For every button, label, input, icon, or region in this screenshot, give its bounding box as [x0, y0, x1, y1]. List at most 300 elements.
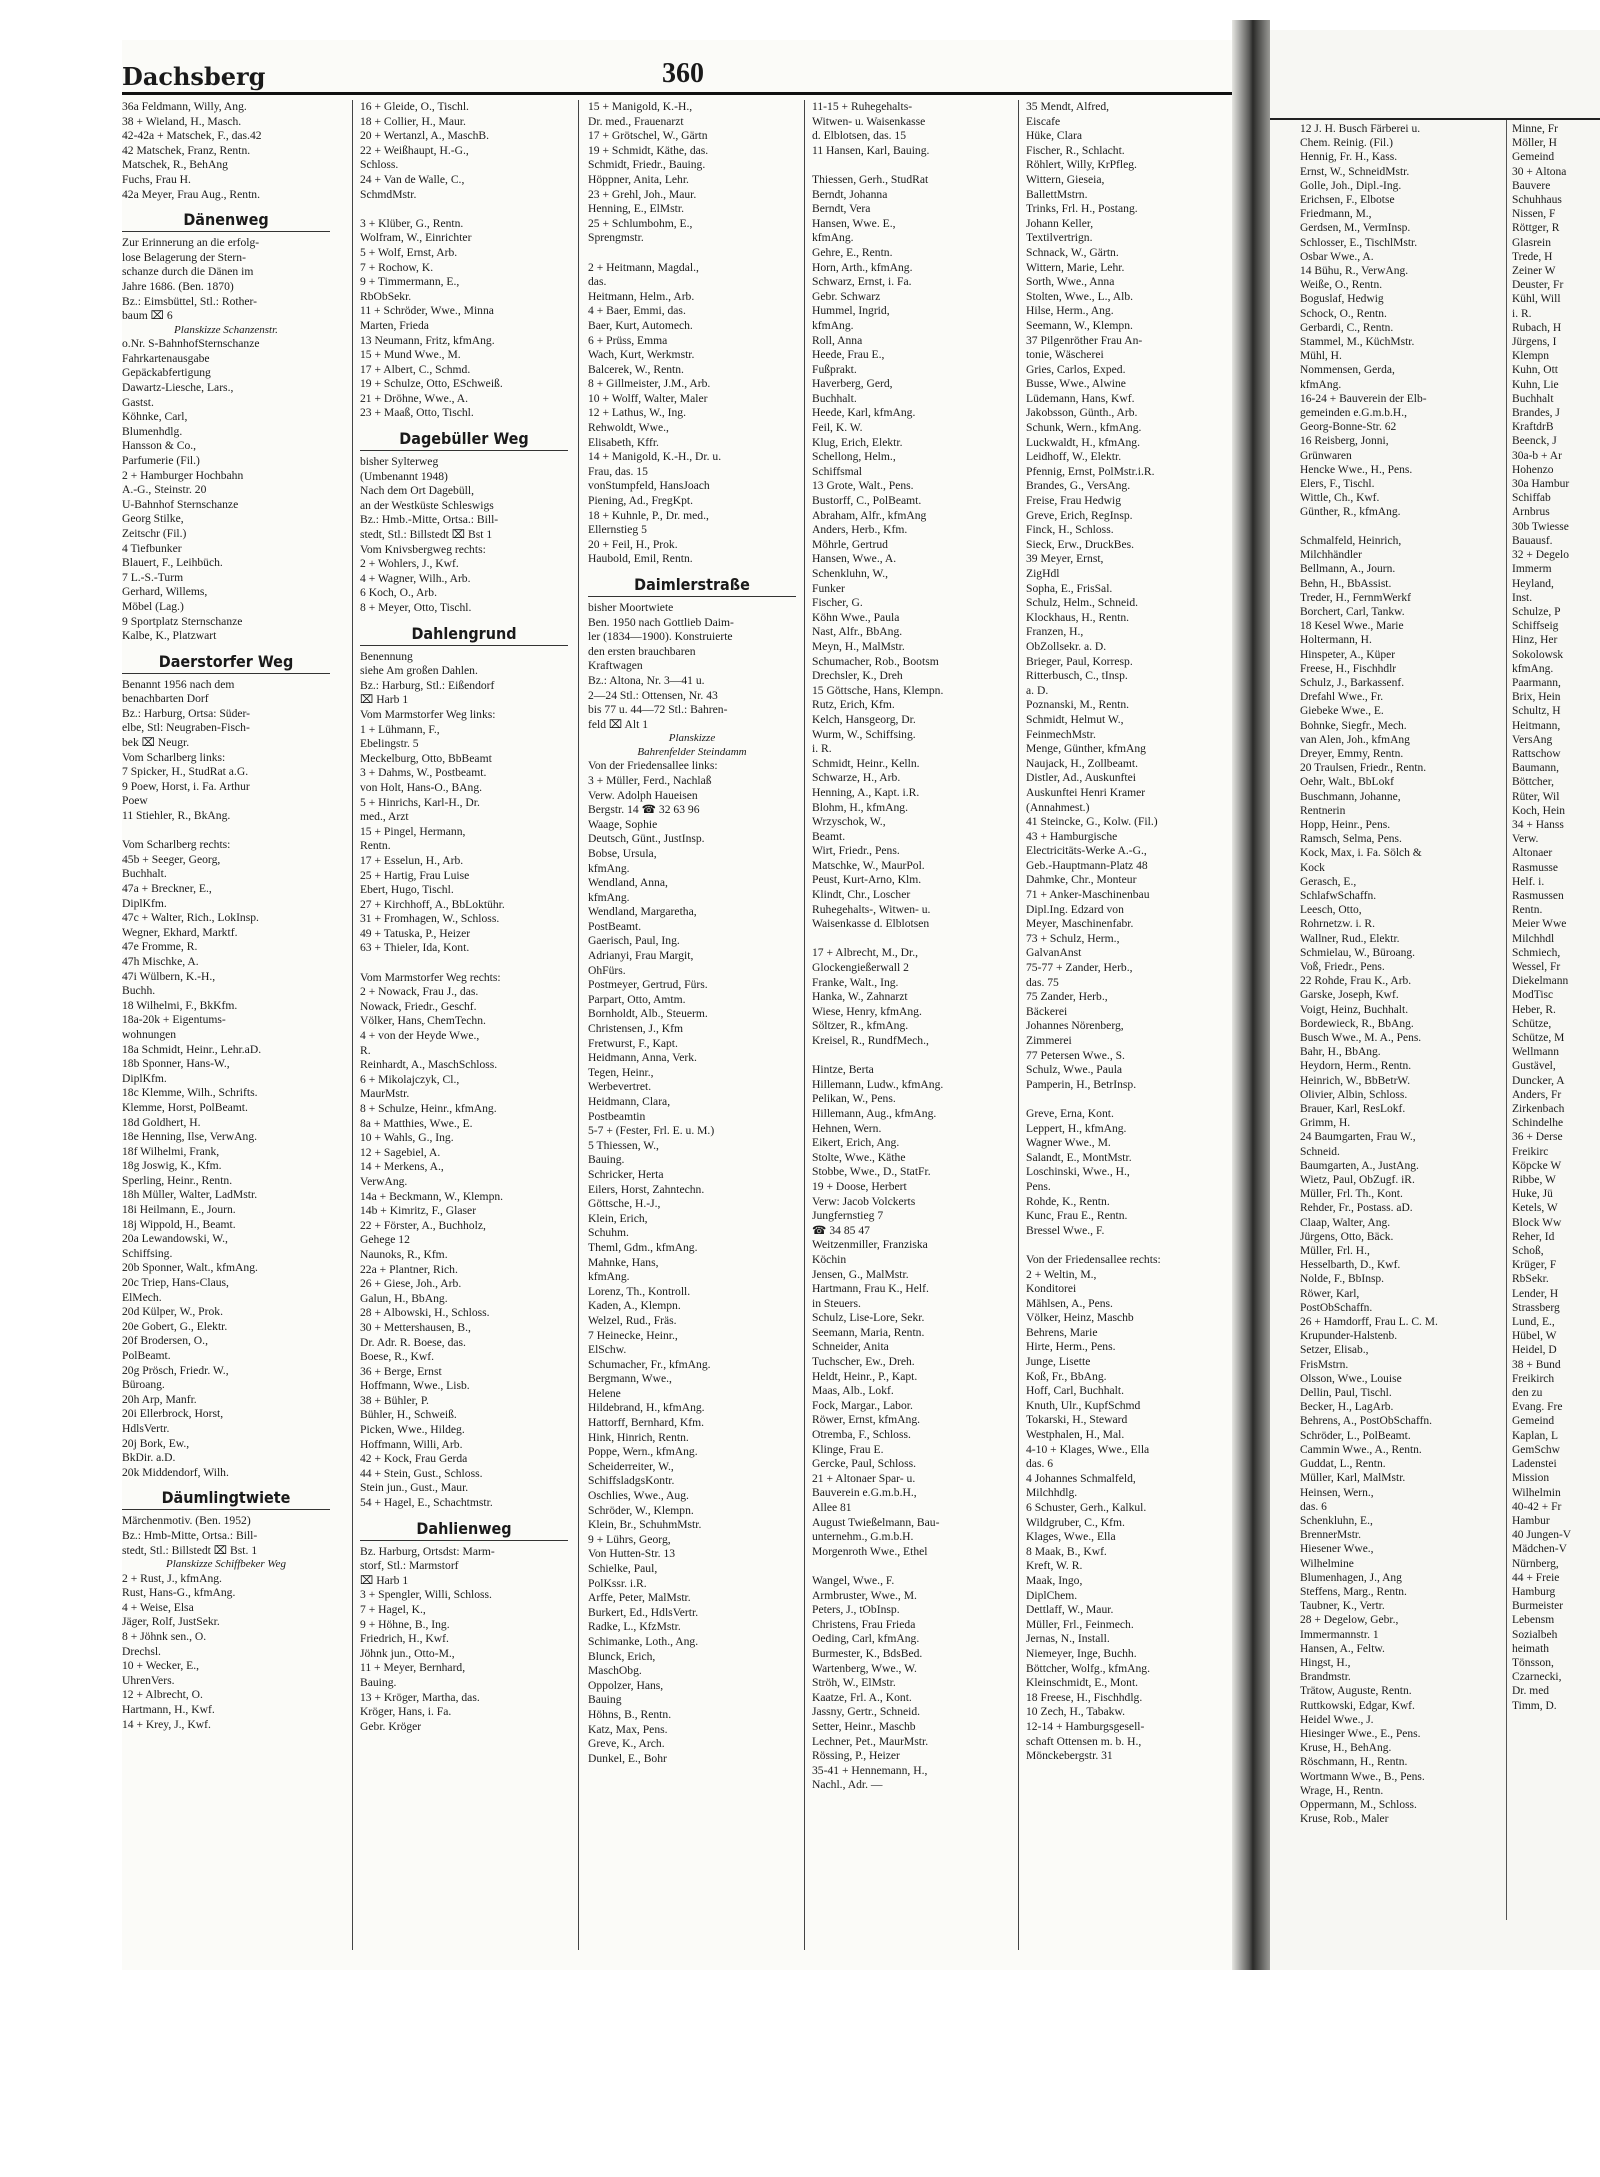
directory-entry: Schnack, W., Gärtn. [1026, 245, 1119, 259]
directory-entry: 22 + Förster, A., Buchholz, [360, 1218, 486, 1232]
directory-entry: Minne, Fr [1512, 123, 1558, 135]
directory-entry: Böttcher, Wolfg., kfmAng. [1026, 1661, 1150, 1675]
directory-entry: Hopp, Heinr., Pens. [1300, 818, 1391, 831]
plan-note: Planskizze Schanzenstr. [174, 323, 278, 336]
directory-entry: Arffe, Peter, MalMstr. [588, 1591, 691, 1605]
directory-entry: Finck, H., Schloss. [1026, 523, 1114, 537]
directory-entry: Timm, D. [1512, 1699, 1557, 1712]
directory-entry: Waisenkasse d. Elblotsen [812, 917, 930, 931]
directory-entry: Zirkenbach [1512, 1103, 1565, 1116]
directory-entry: Dellin, Paul, Tischl. [1300, 1387, 1392, 1400]
directory-entry: Bobse, Ursula, [588, 846, 657, 860]
directory-entry: Jöhnk jun., Otto-M., [360, 1646, 455, 1660]
directory-entry: Haubold, Emil, Rentn. [588, 552, 693, 566]
directory-entry: 18g Joswig, K., Kfm. [122, 1159, 222, 1173]
directory-entry: Gerbardi, C., Rentn. [1300, 321, 1394, 334]
directory-entry: Ströh, W., ElMstr. [812, 1676, 896, 1690]
directory-entry: 2 + Rust, J., kfmAng. [122, 1571, 222, 1585]
directory-entry: Meyn, H., MalMstr. [812, 639, 905, 653]
directory-entry: Hinspeter, A., Küper [1300, 648, 1396, 661]
directory-entry: 38 + Bühler, P. [360, 1393, 429, 1407]
directory-entry: 30 + Mettershausen, B., [360, 1320, 471, 1334]
directory-entry: Ritterbusch, C., tInsp. [1026, 669, 1128, 683]
directory-entry: Schneid. [1300, 1145, 1340, 1158]
directory-entry: MaschObg. [588, 1664, 642, 1678]
directory-entry: Reher, Id [1512, 1230, 1555, 1243]
directory-entry: Hansen, Wwe., A. [812, 552, 897, 566]
directory-entry: Buchhalt [1512, 392, 1554, 405]
directory-entry: Maak, Ingo, [1026, 1573, 1083, 1587]
directory-entry: tonie, Wäscherei [1026, 348, 1104, 362]
directory-entry: Bustorff, C., PolBeamt. [812, 494, 922, 508]
directory-entry: 14 Bühu, R., VerwAng. [1300, 265, 1409, 278]
directory-entry: 2 + Hamburger Hochbahn [122, 468, 244, 482]
directory-entry: Garske, Joseph, Kwf. [1300, 989, 1399, 1002]
directory-entry: Theml, Gdm., kfmAng. [588, 1240, 698, 1254]
directory-entry: Glockengießerwall 2 [812, 961, 909, 975]
directory-entry: Guddat, L., Rentn. [1300, 1458, 1386, 1471]
directory-entry: Haverberg, Gerd, [812, 377, 893, 391]
directory-entry: KraftdrB [1512, 421, 1554, 434]
directory-entry: Rehder, Fr., Postass. aD. [1300, 1202, 1413, 1215]
directory-entry: Boguslaf, Hedwig [1300, 293, 1384, 306]
directory-entry: Bergstr. 14 ☎ 32 63 96 [588, 803, 700, 817]
directory-entry: Allee 81 [812, 1501, 852, 1514]
directory-entry: Hummel, Ingrid, [812, 304, 890, 318]
directory-entry: 30b Twiesse [1512, 520, 1569, 533]
directory-entry: (Annahmest.) [1026, 800, 1090, 814]
directory-entry: Hildebrand, H., kfmAng. [588, 1401, 705, 1415]
directory-entry: Knuth, Ulr., KupfSchmd [1026, 1398, 1141, 1412]
directory-entry: 12 J. H. Busch Färberei u. [1300, 123, 1421, 135]
directory-entry: Poznanski, M., Rentn. [1026, 698, 1130, 712]
directory-entry: Schlosser, E., TischlMstr. [1300, 236, 1418, 249]
directory-entry: Schwarze, H., Arb. [812, 771, 901, 785]
directory-entry: 47c + Walter, Rich., LokInsp. [122, 911, 259, 925]
directory-entry: Wilhelmine [1300, 1557, 1354, 1570]
directory-entry: Seemann, Maria, Rentn. [812, 1325, 925, 1339]
directory-entry: Stein jun., Gust., Maur. [360, 1481, 469, 1495]
directory-entry: Fahrkartenausgabe [122, 351, 210, 365]
directory-entry: Schunk, Wern., kfmAng. [1026, 421, 1142, 435]
directory-entry: Bahr, H., BbAng. [1300, 1046, 1381, 1059]
directory-entry: Blohm, H., kfmAng. [812, 800, 908, 814]
directory-entry: Nowack, Friedr., Geschf. [360, 999, 477, 1013]
directory-entry: SchiffsladgsKontr. [588, 1474, 675, 1488]
directory-entry: Leidhoff, W., Elektr. [1026, 450, 1122, 464]
directory-entry: Brandes, G., VersAng. [1026, 479, 1131, 493]
directory-entry: Hartmann, Frau K., Helf. [812, 1282, 929, 1296]
directory-entry: Auskunftei Henri Kramer [1026, 785, 1146, 799]
directory-entry: Schmidt, Heinr., Kelln. [812, 756, 920, 770]
directory-entry: 1 + Lühmann, F., [360, 722, 440, 736]
directory-entry: bisher Moortwiete [588, 601, 674, 614]
directory-entry: Ebert, Hugo, Tischl. [360, 883, 454, 897]
directory-entry: Greve, Erich, RegInsp. [1026, 508, 1133, 522]
directory-entry: Höhns, B., Rentn. [588, 1707, 672, 1721]
directory-entry: Galun, H., BbAng. [360, 1291, 448, 1305]
directory-entry: 11 + Meyer, Bernhard, [360, 1661, 466, 1675]
directory-entry: Gercke, Paul, Schloss. [812, 1457, 917, 1471]
directory-entry: Behrens, Marie [1026, 1325, 1098, 1339]
directory-entry: 20 + Feil, H., Prok. [588, 537, 678, 551]
directory-entry: Mädchen-V [1512, 1543, 1567, 1556]
directory-entry: Gemeind [1512, 1415, 1555, 1428]
directory-entry: Helf. i. [1512, 875, 1545, 888]
directory-entry: Greve, K., Arch. [588, 1737, 665, 1751]
directory-entry: Schulze, P [1512, 605, 1561, 618]
directory-entry: Bordewieck, R., BbAng. [1300, 1017, 1414, 1030]
directory-entry: 7 Heinecke, Heinr., [588, 1328, 678, 1342]
directory-entry: BkDir. a.D. [122, 1451, 176, 1465]
directory-entry: 30 + Altona [1512, 165, 1567, 178]
directory-entry: Georg Stilke, [122, 512, 184, 526]
directory-entry: 20h Arp, Manfr. [122, 1392, 197, 1406]
directory-entry: 14b + Kimritz, F., Glaser [360, 1204, 477, 1218]
page-header [122, 52, 1232, 92]
directory-entry: Heede, Frau E., [812, 348, 885, 362]
directory-entry: Brieger, Paul, Korresp. [1026, 654, 1133, 668]
directory-entry: Bz.: Harburg, Stl.: Eißendorf [360, 678, 495, 692]
directory-entry: Marten, Frieda [360, 318, 429, 332]
directory-entry: 3 + Spengler, Willi, Schloss. [360, 1588, 492, 1602]
directory-entry: Hink, Hinrich, Rentn. [588, 1430, 689, 1444]
directory-entry: 18d Goldhert, H. [122, 1115, 201, 1129]
directory-entry: 21 + Dröhne, Wwe., A. [360, 391, 469, 405]
directory-entry: Ribbe, W [1512, 1174, 1556, 1187]
directory-entry: Katz, Max, Pens. [588, 1722, 668, 1736]
directory-entry [1026, 1092, 1234, 1107]
directory-entry: Klockhaus, H., Rentn. [1026, 610, 1130, 624]
directory-entry: Möhrle, Gertrud [812, 537, 888, 551]
directory-entry: Klein, Br., SchuhmMstr. [588, 1518, 702, 1532]
street-heading: Dahlengrund [360, 624, 568, 646]
directory-entry: Vom Marmstorfer Weg rechts: [360, 970, 501, 984]
directory-entry: Wortmann Wwe., B., Pens. [1300, 1770, 1425, 1783]
right-page [1270, 30, 1600, 1990]
directory-entry: 36a Feldmann, Willy, Ang. [122, 100, 247, 113]
directory-entry: Fußprakt. [812, 362, 857, 376]
directory-entry: 6 + Mikolajczyk, Cl., [360, 1072, 460, 1086]
directory-entry: Wittle, Ch., Kwf. [1300, 492, 1380, 505]
directory-entry: 47e Fromme, R. [122, 940, 198, 954]
directory-entry: 18 Wilhelmi, F., BkKfm. [122, 998, 238, 1012]
directory-entry: Gebr. Kröger [360, 1719, 422, 1733]
directory-entry: Pelikan, W., Pens. [812, 1092, 896, 1106]
directory-entry: 10 + Wolff, Walter, Maler [588, 391, 708, 405]
directory-entry: Anders, Herb., Kfm. [812, 523, 908, 537]
directory-entry: Schmalfeld, Heinrich, [1300, 534, 1402, 547]
directory-entry: 40-42 + Fr [1512, 1500, 1562, 1513]
directory-entry: 4 Johannes Schmalfeld, [1026, 1471, 1136, 1485]
directory-entry: Schulz, J., Barkassenf. [1300, 676, 1405, 689]
directory-entry: 43 + Hamburgische [1026, 829, 1118, 843]
directory-entry: Kaatze, Frl. A., Kont. [812, 1690, 912, 1704]
directory-entry: in Steuers. [812, 1296, 861, 1310]
directory-entry: 3 + Müller, Ferd., Nachlaß [588, 773, 712, 787]
directory-entry: Rüter, Wil [1512, 790, 1560, 803]
directory-entry: GemSchw [1512, 1443, 1560, 1456]
directory-entry: Loschinski, Wwe., H., [1026, 1165, 1130, 1179]
directory-entry: Jassny, Gertr., Schneid. [812, 1705, 921, 1719]
directory-entry: DiplChem. [1026, 1588, 1078, 1602]
directory-entry: 34 + Hanss [1512, 818, 1564, 831]
directory-entry: Hirte, Herm., Pens. [1026, 1340, 1116, 1354]
directory-entry: 11 Stiehler, R., BkAng. [122, 809, 231, 823]
right-column-1 [1300, 122, 1500, 1826]
directory-entry: 20d Külper, W., Prok. [122, 1305, 223, 1319]
directory-entry: 12 + Lathus, W., Ing. [588, 406, 686, 420]
directory-entry: Taubner, K., Vertr. [1300, 1600, 1385, 1613]
directory-entry: 2—24 Stl.: Ottensen, Nr. 43 [588, 688, 718, 702]
directory-entry: Elisabeth, Kffr. [588, 435, 659, 449]
directory-entry: Claap, Walter, Ang. [1300, 1216, 1391, 1229]
directory-entry: Heldt, Heinr., P., Kapt. [812, 1369, 918, 1383]
directory-entry: Drefahl Wwe., Fr. [1300, 691, 1384, 704]
directory-entry: Hesselbarth, D., Kwf. [1300, 1259, 1401, 1272]
directory-entry: 77 Petersen Wwe., S. [1026, 1048, 1125, 1062]
directory-entry: 47h Mischke, A. [122, 954, 199, 968]
directory-entry: 8 + Gillmeister, J.M., Arb. [588, 377, 711, 391]
directory-entry: Dawartz-Liesche, Lars., [122, 381, 234, 394]
directory-entry: Funker [812, 581, 845, 595]
directory-entry: Mühl, H. [1300, 350, 1342, 363]
directory-entry: Morgenroth Wwe., Ethel [812, 1544, 928, 1558]
directory-entry: Parfumerie (Fil.) [122, 453, 200, 467]
directory-entry: Beenck, J [1512, 435, 1557, 448]
directory-entry: Kuhn, Lie [1512, 378, 1559, 391]
directory-entry: 10 + Wahls, G., Ing. [360, 1131, 454, 1145]
directory-entry: Köchin [812, 1252, 847, 1266]
directory-entry: Bz.: Hmb-Mitte, Ortsa.: Bill- [122, 1528, 258, 1542]
directory-entry: Müller, Frl., Feinmech. [1026, 1617, 1134, 1631]
directory-entry: Bohnke, Siegfr., Mech. [1300, 719, 1407, 732]
directory-entry: Verw. [1512, 833, 1539, 846]
directory-entry: PolKssr. i.R. [588, 1576, 647, 1590]
directory-entry: Hattorff, Bernhard, Kfm. [588, 1416, 705, 1430]
directory-entry: 36 + Derse [1512, 1131, 1563, 1144]
directory-entry: Sperling, Heinr., Rentn. [122, 1173, 233, 1187]
directory-entry: HdlsVertr. [122, 1421, 170, 1435]
directory-entry: baum ⌧ 6 [122, 309, 173, 323]
directory-entry: Stolte, Wwe., Käthe [812, 1150, 906, 1164]
directory-entry: Johann Keller, [1026, 216, 1094, 230]
directory-entry [588, 246, 796, 261]
directory-entry: Schulz, Wwe., Paula [1026, 1063, 1123, 1077]
directory-entry: 44 + Stein, Gust., Schloss. [360, 1466, 483, 1480]
directory-entry: 49 + Tatuska, P., Heizer [360, 926, 471, 940]
directory-entry: Stobbe, Wwe., D., StatFr. [812, 1165, 931, 1179]
directory-entry: Zimmerei [1026, 1034, 1072, 1047]
directory-entry: Rubach, H [1512, 321, 1562, 334]
directory-entry: Wallner, Rud., Elektr. [1300, 932, 1400, 945]
directory-entry: Sprengmstr. [588, 231, 644, 245]
directory-entry: 20b Sponner, Walt., kfmAng. [122, 1261, 258, 1275]
directory-entry: Schmielau, W., Büroang. [1300, 946, 1415, 959]
directory-entry: 7 + Rochow, K. [360, 260, 434, 274]
directory-entry: Bornholdt, Alb., Steuerm. [588, 1007, 708, 1021]
street-heading: Däumlingtwiete [122, 1488, 330, 1510]
book-gutter [1232, 20, 1270, 2010]
directory-entry: Jäger, Rolf, JustSekr. [122, 1615, 220, 1629]
directory-entry: Setzer, Elisab., [1300, 1344, 1369, 1357]
directory-entry: Schenkluhn, E., [1300, 1514, 1373, 1527]
directory-entry: 26 + Giese, Joh., Arb. [360, 1277, 462, 1291]
directory-entry: Erichsen, F., Elbotse [1300, 194, 1395, 207]
directory-entry: Hiesener Wwe., [1300, 1543, 1374, 1556]
directory-entry: Lechner, Pet., MaurMstr. [812, 1734, 929, 1748]
column-2 [360, 100, 568, 1960]
directory-entry: Bz. Harburg, Ortsdst: Marm- [360, 1544, 495, 1558]
directory-entry: Rutz, Erich, Kfm. [812, 698, 895, 712]
directory-entry: Bz.: Eimsbüttel, Stl.: Rother- [122, 294, 258, 308]
directory-entry: DiplKfm. [122, 1071, 167, 1085]
directory-entry: Klindt, Chr., Loscher [812, 888, 911, 902]
directory-entry: Gustävel, [1512, 1060, 1556, 1073]
directory-entry: Von Hutten-Str. 13 [588, 1547, 676, 1561]
directory-entry: 4 + von der Heyde Wwe., [360, 1029, 480, 1043]
directory-entry: 9 + Timmermann, E., [360, 275, 460, 289]
directory-entry: Sopha, E., FrisSal. [1026, 581, 1113, 595]
directory-entry: Scheiderreiter, W., [588, 1459, 674, 1473]
directory-entry: Grimm, H. [1300, 1117, 1351, 1130]
directory-entry: Buchh. [122, 984, 156, 998]
directory-entry: 41 Steincke, G., Kolw. (Fil.) [1026, 815, 1158, 829]
directory-entry: Nachl., Adr. — [812, 1778, 883, 1792]
directory-entry [122, 824, 330, 839]
directory-entry: 22 + Weißhaupt, H.-G., [360, 143, 469, 157]
directory-entry: Osbar Wwe., A. [1300, 250, 1374, 263]
directory-entry: Heinrich, W., BbBetrW. [1300, 1074, 1411, 1087]
directory-entry: Thiessen, Gerh., StudRat [812, 172, 929, 186]
directory-entry: Voigt, Heinz, Buchhalt. [1300, 1003, 1409, 1016]
directory-entry: Baumann, [1512, 762, 1559, 775]
directory-entry: Rehwoldt, Wwe., [588, 421, 669, 435]
directory-entry: Feil, K. W. [812, 421, 863, 435]
directory-entry: 15 + Pingel, Hermann, [360, 824, 466, 838]
directory-entry: 18 + Collier, H., Maur. [360, 114, 466, 128]
column-rule [578, 100, 579, 1950]
directory-entry: 20c Triep, Hans-Claus, [122, 1276, 229, 1290]
directory-entry: 10 Zech, H., Tabakw. [1026, 1705, 1125, 1719]
directory-entry: Elers, F., Tischl. [1300, 478, 1375, 491]
directory-entry: Kalbe, K., Platzwart [122, 629, 217, 643]
directory-entry: Distler, Ad., Auskunftei [1026, 771, 1136, 785]
directory-entry: kfmAng. [1300, 378, 1342, 391]
directory-entry: Abraham, Alfr., kfmAng [812, 508, 927, 522]
directory-entry: Schulz, Helm., Schneid. [1026, 596, 1139, 610]
directory-entry: Mählsen, A., Pens. [1026, 1296, 1113, 1310]
directory-entry: Busse, Wwe., Alwine [1026, 377, 1126, 391]
directory-entry: Röhlert, Willy, KrPfleg. [1026, 158, 1137, 172]
directory-entry: vonStumpfeld, HansJoach [588, 479, 710, 493]
directory-entry: Hennig, Fr. H., Kass. [1300, 151, 1398, 164]
directory-entry: UhrenVers. [122, 1673, 175, 1687]
column-5 [1026, 100, 1234, 1960]
directory-entry: Heidmann, Anna, Verk. [588, 1051, 697, 1065]
directory-entry: Matschek, R., BehAng [122, 158, 228, 172]
directory-entry: Immermannstr. 1 [1300, 1628, 1379, 1641]
directory-entry: Matschke, W., MaurPol. [812, 858, 925, 872]
directory-entry: Vom Knivsbergweg rechts: [360, 542, 486, 556]
directory-entry: Seemann, W., Klempn. [1026, 318, 1133, 332]
directory-entry: 19 + Doose, Herbert [812, 1179, 907, 1193]
directory-entry: Heidel Wwe., J. [1300, 1713, 1374, 1726]
column-4 [812, 100, 1020, 1960]
directory-entry: Verw. Adolph Haueisen [588, 788, 698, 802]
directory-entry: 36 + Berge, Ernst [360, 1364, 442, 1378]
directory-entry: Heber, R. [1512, 1003, 1556, 1016]
directory-entry: Oppolzer, Hans, [588, 1678, 664, 1692]
directory-entry: Picken, Wwe., Hildeg. [360, 1423, 465, 1437]
directory-entry: Ketels, W [1512, 1202, 1558, 1215]
directory-entry: Chem. Reinig. (Fil.) [1300, 137, 1393, 150]
directory-entry: Dr. Adr. R. Boese, das. [360, 1335, 466, 1349]
directory-entry: siehe Am großen Dahlen. [360, 664, 478, 678]
directory-entry: Behn, H., BbAssist. [1300, 577, 1392, 590]
directory-entry: Heinsen, Wern., [1300, 1486, 1374, 1499]
directory-entry: Fuchs, Frau H. [122, 172, 191, 186]
directory-entry: 35 Mendt, Alfred, [1026, 100, 1110, 113]
directory-entry: 44 + Freie [1512, 1571, 1560, 1584]
directory-entry: Trinks, Frl. H., Postang. [1026, 202, 1138, 216]
directory-entry: BrennerMstr. [1300, 1529, 1362, 1542]
directory-entry: Ramsch, Selma, Pens. [1300, 833, 1402, 846]
directory-entry: Köpcke W [1512, 1159, 1562, 1172]
directory-entry: Ruttkowski, Edgar, Kwf. [1300, 1699, 1415, 1712]
directory-entry: heimath [1512, 1642, 1550, 1655]
directory-entry: Bauing [588, 1693, 622, 1707]
directory-entry: Olivier, Albin, Schloss. [1300, 1088, 1408, 1101]
directory-entry: Jahre 1686. (Ben. 1870) [122, 279, 234, 293]
directory-entry: 13 Grote, Walt., Pens. [812, 479, 914, 493]
directory-entry: Cammin Wwe., A., Rentn. [1300, 1443, 1422, 1456]
directory-entry: Wiese, Henry, kfmAng. [812, 1004, 922, 1018]
directory-entry: Gehre, E., Rentn. [812, 245, 893, 259]
directory-entry: Schellong, Helm., [812, 450, 896, 464]
directory-entry: Hillemann, Ludw., kfmAng. [812, 1077, 944, 1091]
directory-entry: 20 Traulsen, Friedr., Rentn. [1300, 762, 1427, 775]
directory-entry: Bühler, H., Schweiß. [360, 1408, 457, 1422]
directory-entry: Kreisel, R., RundfMech., [812, 1034, 929, 1047]
directory-entry: 47a + Breckner, E., [122, 882, 212, 895]
directory-entry: Arnbrus [1512, 506, 1550, 519]
directory-entry: 30a-b + Ar [1512, 449, 1562, 462]
directory-entry: Dunkel, E., Bohr [588, 1751, 667, 1765]
directory-entry: Henning, E., ElMstr. [588, 202, 684, 216]
directory-entry: Baumgarten, A., JustAng. [1300, 1159, 1419, 1172]
directory-entry: Von der Friedensallee links: [588, 759, 718, 773]
directory-entry: Oschlies, Wwe., Aug. [588, 1489, 689, 1503]
column-rule [804, 100, 805, 1950]
directory-entry: Rössing, P., Heizer [812, 1749, 900, 1763]
directory-entry: ObZollsekr. a. D. [1026, 639, 1107, 653]
directory-entry: Berndt, Vera [812, 202, 871, 216]
directory-entry: 38 + Wieland, H., Masch. [122, 114, 242, 128]
directory-entry: Drechsler, K., Dreh [812, 669, 903, 683]
directory-entry: Gebr. Schwarz [812, 289, 881, 303]
directory-entry: Wrzyschok, W., [812, 815, 886, 829]
directory-entry: Freise, Frau Hedwig [1026, 494, 1121, 508]
directory-entry: 18b Sponner, Hans-W., [122, 1057, 230, 1071]
directory-entry: Salandt, E., MontMstr. [1026, 1150, 1132, 1164]
directory-entry: 31 + Fromhagen, W., Schloss. [360, 912, 500, 926]
directory-entry: i. R. [1512, 307, 1532, 320]
directory-entry: Maas, Alb., Lokf. [812, 1384, 894, 1398]
directory-entry: 10 + Wecker, E., [122, 1659, 200, 1673]
directory-entry: Milchhdlg. [1026, 1486, 1078, 1500]
directory-entry: Jürgens, Otto, Bäck. [1300, 1230, 1394, 1243]
